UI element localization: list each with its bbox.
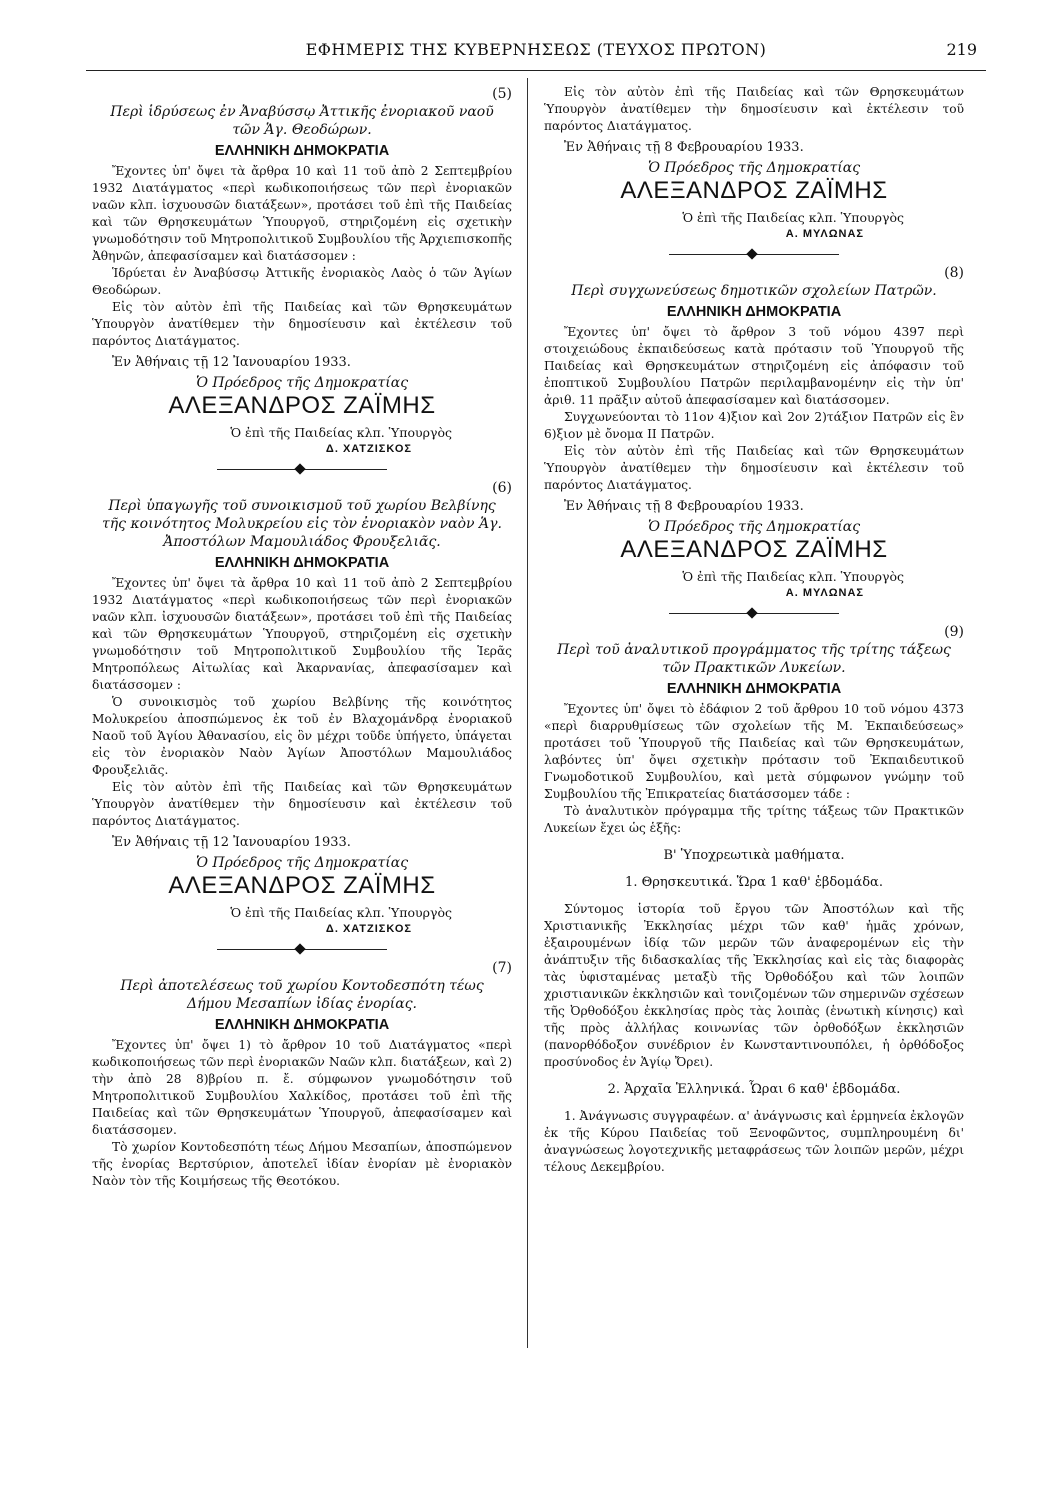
republic-heading: ΕΛΛΗΝΙΚΗ ΔΗΜΟΚΡΑΤΙΑ (666, 304, 842, 320)
decree-paragraph: Ἔχοντες ὑπ' ὄψει τὸ ἄρθρον 3 τοῦ νόμου 4397 περὶ στοιχειώδους ἐκπαιδεύσεως κατὰ πρότασιν τοῦ Ὑπουργοῦ τῆς Παιδείας καὶ Θρησκευμάτων στηριζομένη εἰς ἀπόφασιν τοῦ ἐποπτικοῦ Συμβουλίου Πατρῶν περιλαμβανομένην εἰς τὴν ὑπ' ἀριθ. 11 πρᾶξιν αὐτοῦ ἀπεφασίσαμεν καὶ διατάσσομεν. (544, 325, 964, 407)
right-column (544, 84, 964, 1176)
decree-paragraph: Συγχωνεύονται τὸ 11ον 4)ξιον καὶ 2ον 2)τάξιον Πατρῶν εἰς ἓν 6)ξιον μὲ ὄνομα ΙΙ Πατρῶν. (544, 410, 964, 441)
republic-heading: ΕΛΛΗΝΙΚΗ ΔΗΜΟΚΡΑΤΙΑ (214, 555, 390, 571)
president-title: Ὁ Πρόεδρος τῆς Δημοκρατίας (647, 160, 861, 176)
decree-paragraph: Ἔχοντες ὑπ' ὄψει τὰ ἄρθρα 10 καὶ 11 τοῦ ἀπὸ 2 Σεπτεμβρίου 1932 Διατάγματος «περὶ κωδικοποιήσεως τῶν περὶ ἐνοριακῶν ναῶν κλπ. ἰσχυουσῶν διατάξεων», προτάσει τοῦ ἐπὶ τῆς Παιδείας καὶ τῶν Θρησκευμάτων Ὑπουργοῦ, στηριζομένη εἰς σχετικὴν γνωμοδότησιν τοῦ Μητροπολιτικοῦ Συμβουλίου τῆς Ἀρχιεπισκοπῆς Ἀθηνῶν, ἀπεφασίσαμεν καὶ διατάσσομεν : (92, 164, 512, 263)
decree-date: Ἐν Ἀθήναις τῇ 12 Ἰανουαρίου 1933. (112, 835, 351, 850)
republic-heading: ΕΛΛΗΝΙΚΗ ΔΗΜΟΚΡΑΤΙΑ (214, 1017, 390, 1033)
running-head: ΕΦΗΜΕΡΙΣ ΤΗΣ ΚΥΒΕΡΝΗΣΕΩΣ (ΤΕΥΧΟΣ ΠΡΩΤΟΝ) (305, 40, 767, 59)
minister-name: Δ. ΧΑΤΖΙΣΚΟΣ (325, 923, 412, 935)
section-separator (92, 462, 512, 476)
republic-heading: ΕΛΛΗΝΙΚΗ ΔΗΜΟΚΡΑΤΙΑ (666, 681, 842, 697)
decree-paragraph: Ἱδρύεται ἐν Ἀναβύσσῳ Ἀττικῆς ἐνοριακὸς Λαὸς ὁ τῶν Ἁγίων Θεοδώρων. (92, 266, 512, 297)
decree-paragraph: Ἔχοντες ὑπ' ὄψει τὰ ἄρθρα 10 καὶ 11 τοῦ ἀπὸ 2 Σεπτεμβρίου 1932 Διατάγματος «περὶ κωδικοποιήσεως τῶν περὶ ἐνοριακῶν ναῶν κλπ. ἰσχυουσῶν διατάξεων», προτάσει τοῦ ἐπὶ τῆς Παιδείας καὶ τῶν Θρησκευμάτων Ὑπουργοῦ, στηριζομένη εἰς σχετικὴν γνωμοδότησιν τοῦ Μητροπολιτικοῦ Συμβουλίου τῆς Ἱερᾶς Μητροπόλεως Αἰτωλίας καὶ Ἀκαρνανίας, ἀπεφασίσαμεν καὶ διατάσσομεν : (92, 576, 512, 692)
left-column (92, 84, 512, 1190)
decree-paragraph: Εἰς τὸν αὐτὸν ἐπὶ τῆς Παιδείας καὶ τῶν Θρησκευμάτων Ὑπουργὸν ἀνατίθεμεν τὴν δημοσίευσιν καὶ ἐκτέλεσιν τοῦ παρόντος Διατάγματος. (92, 300, 512, 348)
decree-paragraph: Τὸ χωρίον Κοντοδεσπότη τέως Δήμου Μεσαπίων, ἀποσπώμενον τῆς ἐνορίας Βερτσύριον, ἀποτελεῖ ἰδίαν ἐνορίαν μὲ ἐνοριακὸν Ναὸν τὸν τῆς Κοιμήσεως τῆς Θεοτόκου. (92, 1140, 512, 1188)
president-name: ΑΛΕΞΑΝΔΡΟΣ ΖΑΪΜΗΣ (168, 872, 436, 899)
minister-name: Α. ΜΥΛΩΝΑΣ (785, 587, 864, 599)
decree-paragraph: Ἔχοντες ὑπ' ὄψει τὸ ἐδάφιον 2 τοῦ ἄρθρου 10 τοῦ νόμου 4373 «περὶ διαρρυθμίσεως τῶν σχολείων τῆς Μ. Ἐκπαιδεύσεως» προτάσει τοῦ Ὑπουργοῦ τῆς Παιδείας καὶ τῶν Θρησκευμάτων, λαβόντες ὑπ' ὄψει σχετικὴν πρότασιν τοῦ Ἐκπαιδευτικοῦ Γνωμοδοτικοῦ Συμβουλίου, καὶ μετὰ σύμφωνον γνώμην τοῦ Συμβουλίου τῆς Ἐπικρατείας διατάσσομεν τάδε : (544, 702, 964, 801)
decree-paragraph: Εἰς τὸν αὐτὸν ἐπὶ τῆς Παιδείας καὶ τῶν Θρησκευμάτων Ὑπουργὸν ἀνατίθεμεν τὴν δημοσίευσιν καὶ ἐκτέλεσιν τοῦ παρόντος Διατάγματος. (544, 444, 964, 492)
diamond-ornament-icon (294, 943, 305, 954)
president-title: Ὁ Πρόεδρος τῆς Δημοκρατίας (195, 855, 409, 871)
minister-title: Ὁ ἐπὶ τῆς Παιδείας κλπ. Ὑπουργὸς (682, 210, 904, 225)
diamond-ornament-icon (746, 607, 757, 618)
subject-heading: 2. Ἀρχαῖα Ἑλληνικά. Ὧραι 6 καθ' ἑβδομάδα. (607, 1082, 901, 1097)
minister-name: Α. ΜΥΛΩΝΑΣ (785, 228, 864, 240)
minister-title: Ὁ ἐπὶ τῆς Παιδείας κλπ. Ὑπουργὸς (682, 569, 904, 584)
president-title: Ὁ Πρόεδρος τῆς Δημοκρατίας (195, 375, 409, 391)
decree-date: Ἐν Ἀθήναις τῇ 8 Φεβρουαρίου 1933. (564, 499, 804, 514)
decree-title: Περὶ ἀποτελέσεως τοῦ χωρίου Κοντοδεσπότη τέως Δήμου Μεσαπίων ἰδίας ἐνορίας. (120, 978, 484, 1012)
page-number: 219 (946, 40, 977, 59)
president-name: ΑΛΕΞΑΝΔΡΟΣ ΖΑΪΜΗΣ (620, 177, 888, 204)
minister-title: Ὁ ἐπὶ τῆς Παιδείας κλπ. Ὑπουργὸς (230, 425, 452, 440)
decree-paragraph: Τὸ ἀναλυτικὸν πρόγραμμα τῆς τρίτης τάξεως τῶν Πρακτικῶν Λυκείων ἔχει ὡς ἑξῆς: (544, 804, 964, 835)
column-divider (527, 78, 528, 1348)
decree-paragraph: Εἰς τὸν αὐτὸν ἐπὶ τῆς Παιδείας καὶ τῶν Θρησκευμάτων Ὑπουργὸν ἀνατίθεμεν τὴν δημοσίευσιν καὶ ἐκτέλεσιν τοῦ παρόντος Διατάγματος. (92, 780, 512, 828)
section-separator (544, 247, 964, 261)
president-title: Ὁ Πρόεδρος τῆς Δημοκρατίας (647, 519, 861, 535)
decree-paragraph: Εἰς τὸν αὐτὸν ἐπὶ τῆς Παιδείας καὶ τῶν Θρησκευμάτων Ὑπουργὸν ἀνατίθεμεν τὴν δημοσίευσιν καὶ ἐκτέλεσιν τοῦ παρόντος Διατάγματος. (544, 85, 964, 133)
decree-date: Ἐν Ἀθήναις τῇ 12 Ἰανουαρίου 1933. (112, 355, 351, 370)
decree-title: Περὶ συγχωνεύσεως δημοτικῶν σχολείων Πατρῶν. (571, 283, 937, 299)
decree-title: Περὶ τοῦ ἀναλυτικοῦ προγράμματος τῆς τρίτης τάξεως τῶν Πρακτικῶν Λυκείων. (557, 642, 951, 676)
decree-number: (9) (944, 624, 964, 640)
decree-number: (5) (492, 86, 512, 102)
president-name: ΑΛΕΞΑΝΔΡΟΣ ΖΑΪΜΗΣ (620, 536, 888, 563)
section-separator (92, 942, 512, 956)
minister-title: Ὁ ἐπὶ τῆς Παιδείας κλπ. Ὑπουργὸς (230, 905, 452, 920)
republic-heading: ΕΛΛΗΝΙΚΗ ΔΗΜΟΚΡΑΤΙΑ (214, 143, 390, 159)
decree-paragraph: Ὁ συνοικισμὸς τοῦ χωρίου Βελβίνης τῆς κοινότητος Μολυκρείου ἀποσπώμενος ἐκ τοῦ ἐν Βλαχομάνδρᾳ ἐνοριακοῦ Ναοῦ τοῦ Ἁγίου Ἀθανασίου, εἰς ὃν μέχρι τοῦδε ὑπήγετο, ὑπάγεται εἰς τὸν ἐνοριακὸν Ναὸν Ἁγίων Ἀποστόλων Μαμουλιάδος Φρουξελιᾶς. (92, 695, 512, 777)
decree-number: (8) (944, 265, 964, 281)
decree-paragraph: 1. Ἀνάγνωσις συγγραφέων. α' ἀνάγνωσις καὶ ἑρμηνεία ἐκλογῶν ἐκ τῆς Κύρου Παιδείας τοῦ Ξενοφῶντος, συμπληρουμένη δι' ἀναγνώσεως λογοτεχνικῆς μεταφράσεως τῶν λοιπῶν μερῶν, μέχρι τέλους Δεκεμβρίου. (544, 1109, 964, 1174)
decree-title: Περὶ ὑπαγωγῆς τοῦ συνοικισμοῦ τοῦ χωρίου Βελβίνης τῆς κοινότητος Μολυκρείου εἰς τὸν ἐνοριακὸν ναὸν Ἁγ. Ἀποστόλων Μαμουλιάδος Φρουξελιᾶς. (102, 498, 502, 550)
decree-paragraph: Ἔχοντες ὑπ' ὄψει 1) τὸ ἄρθρον 10 τοῦ Διατάγματος «περὶ κωδικοποιήσεως τῶν περὶ ἐνοριακῶν Ναῶν κλπ. διατάξεων, καὶ 2) τὴν ἀπὸ 28 8)βρίου π. ἔ. σύμφωνον γνωμοδότησιν τοῦ Μητροπολιτικοῦ Συμβουλίου Χαλκίδος, προτάσει τοῦ ἐπὶ τῆς Παιδείας καὶ τῶν Θρησκευμάτων Ὑπουργοῦ, ἀπεφασίσαμεν καὶ διατάσσομεν. (92, 1038, 512, 1137)
president-name: ΑΛΕΞΑΝΔΡΟΣ ΖΑΪΜΗΣ (168, 392, 436, 419)
subject-heading: 1. Θρησκευτικά. Ὥρα 1 καθ' ἑβδομάδα. (625, 875, 883, 890)
decree-title: Περὶ ἱδρύσεως ἐν Ἀναβύσσῳ Ἀττικῆς ἐνοριακοῦ ναοῦ τῶν Ἁγ. Θεοδώρων. (110, 104, 494, 138)
decree-number: (6) (492, 480, 512, 496)
section-separator (544, 606, 964, 620)
decree-date: Ἐν Ἀθήναις τῇ 8 Φεβρουαρίου 1933. (564, 140, 804, 155)
decree-paragraph: Σύντομος ἱστορία τοῦ ἔργου τῶν Ἀποστόλων καὶ τῆς Χριστιανικῆς Ἐκκλησίας μέχρι τῶν καθ' ἡμᾶς χρόνων, ἐξαιρουμένων ἰδίᾳ τῶν μερῶν τῶν ἀναφερομένων εἰς τὴν ἀνάπτυξιν τῆς διδασκαλίας τῆς Ἐκκλησίας καὶ εἰς τὰς διαφορὰς τὰς ὑφισταμένας μεταξὺ τῆς Ὀρθοδόξου καὶ τῶν λοιπῶν χριστιανικῶν ἐκκλησιῶν καὶ τονιζομένων τῶν σημερινῶν σχέσεων τῆς Ὀρθοδόξου ἐκκλησίας πρὸς τὰς λοιπὰς (ἑνωτικὴ κίνησις) καὶ τῆς πρὸς ἀλλήλας κοινωνίας τῶν ὀρθοδόξων ἐκκλησιῶν (πανορθόδοξον συνέδριον ἐν Κωνσταντινουπόλει, ἡ ὀρθόδοξος προσύνοδος ἐν Ἁγίῳ Ὄρει). (544, 902, 964, 1069)
decree-number: (7) (492, 960, 512, 976)
header-rule (86, 70, 986, 71)
diamond-ornament-icon (294, 463, 305, 474)
section-heading: Β' Ὑποχρεωτικὰ μαθήματα. (663, 848, 845, 863)
diamond-ornament-icon (746, 248, 757, 259)
minister-name: Δ. ΧΑΤΖΙΣΚΟΣ (325, 443, 412, 455)
